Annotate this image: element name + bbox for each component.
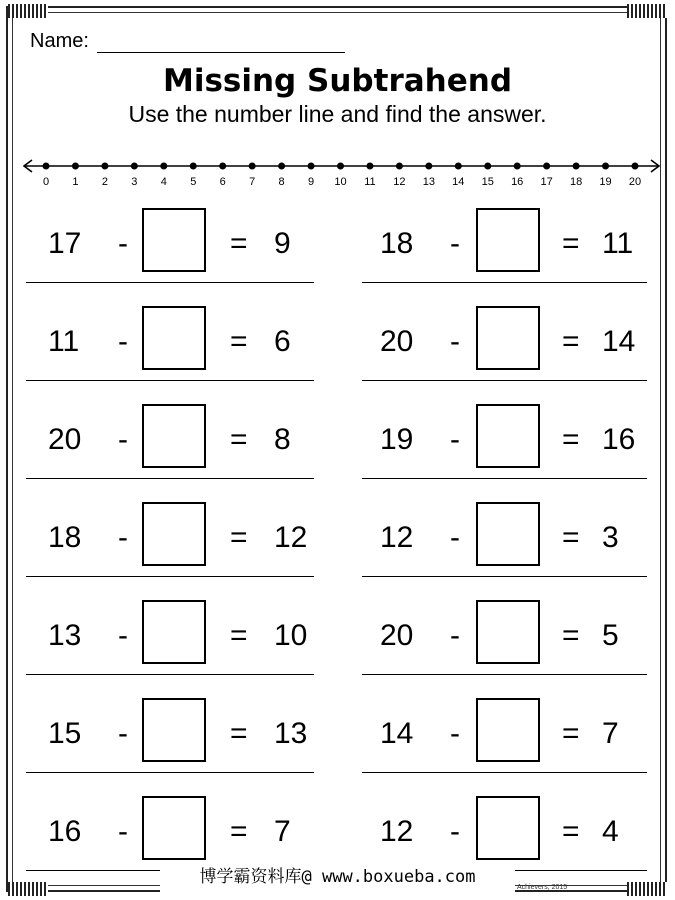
minus-sign: - (450, 521, 460, 554)
number-line-label: 15 (481, 176, 494, 188)
difference: 8 (274, 423, 291, 456)
number-line-label: 7 (249, 176, 256, 188)
number-line-point (602, 163, 609, 170)
answer-box[interactable] (142, 502, 206, 566)
equals-sign: = (230, 423, 248, 456)
number-line-point (131, 163, 138, 170)
number-line-point (72, 163, 79, 170)
row-divider (362, 282, 647, 283)
number-line-point (160, 163, 167, 170)
row-divider (362, 380, 647, 381)
number-line-label: 13 (422, 176, 435, 188)
difference: 6 (274, 325, 291, 358)
minus-sign: - (450, 815, 460, 848)
minuend: 20 (380, 325, 414, 358)
number-line-point (219, 163, 226, 170)
number-line-label: 14 (452, 176, 465, 188)
difference: 11 (602, 227, 634, 260)
number-line-label: 6 (219, 176, 226, 188)
equals-sign: = (230, 815, 248, 848)
answer-box[interactable] (142, 796, 206, 860)
row-divider (362, 576, 647, 577)
difference: 10 (274, 619, 308, 652)
answer-box[interactable] (142, 698, 206, 762)
problem-row (362, 202, 647, 300)
problem-row (362, 496, 647, 594)
difference: 12 (274, 521, 308, 554)
number-line-label: 9 (307, 176, 315, 188)
number-line-label: 17 (540, 176, 553, 188)
minus-sign: - (118, 619, 128, 652)
number-line-label: 16 (511, 176, 524, 188)
answer-box[interactable] (476, 502, 540, 566)
problem-row (362, 398, 647, 496)
copyright-text: Achievers, 2015 (517, 884, 568, 891)
number-line-label: 20 (628, 176, 642, 188)
row-divider (26, 380, 314, 381)
answer-box[interactable] (476, 208, 540, 272)
minus-sign: - (450, 423, 460, 456)
number-line-label: 5 (190, 176, 197, 188)
answer-box[interactable] (476, 404, 540, 468)
answer-box[interactable] (142, 600, 206, 664)
difference: 9 (274, 227, 291, 260)
minuend: 11 (48, 325, 80, 358)
problem-row (362, 692, 647, 790)
minuend: 18 (48, 521, 82, 554)
problem-row (26, 594, 314, 692)
difference: 3 (602, 521, 619, 554)
problem-row (26, 300, 314, 398)
difference: 14 (602, 325, 636, 358)
number-line-point (484, 163, 491, 170)
worksheet-instructions: Use the number line and find the answer. (128, 101, 547, 127)
equals-sign: = (562, 619, 580, 652)
difference: 16 (602, 423, 636, 456)
answer-box[interactable] (476, 306, 540, 370)
equals-sign: = (562, 815, 580, 848)
minuend: 19 (380, 423, 414, 456)
name-field[interactable] (97, 30, 345, 53)
number-line-point (43, 163, 50, 170)
minus-sign: - (450, 717, 460, 750)
equals-sign: = (562, 325, 580, 358)
number-line-point (190, 163, 197, 170)
minuend: 14 (380, 717, 414, 750)
number-line-label: 2 (101, 176, 108, 188)
row-divider (26, 772, 314, 773)
minuend: 17 (48, 227, 82, 260)
minuend: 12 (380, 815, 414, 848)
minus-sign: - (450, 619, 460, 652)
name-label: Name: (30, 30, 89, 52)
minus-sign: - (118, 717, 128, 750)
equals-sign: = (562, 521, 580, 554)
number-line-point (632, 163, 639, 170)
number-line-point (573, 163, 580, 170)
number-line-point (308, 163, 315, 170)
minus-sign: - (118, 423, 128, 456)
number-line (20, 154, 665, 194)
minus-sign: - (118, 227, 128, 260)
minus-sign: - (118, 815, 128, 848)
equals-sign: = (230, 717, 248, 750)
row-divider (26, 478, 314, 479)
row-divider (362, 478, 647, 479)
minuend: 15 (48, 717, 82, 750)
answer-box[interactable] (142, 404, 206, 468)
minus-sign: - (118, 325, 128, 358)
answer-box[interactable] (476, 698, 540, 762)
equals-sign: = (230, 325, 248, 358)
number-line-label: 19 (599, 176, 612, 188)
problem-row (26, 692, 314, 790)
number-line-label: 12 (393, 176, 406, 188)
equals-sign: = (562, 227, 580, 260)
equals-sign: = (230, 521, 248, 554)
number-line-point (455, 163, 462, 170)
number-line-label: 10 (334, 176, 347, 188)
row-divider (26, 674, 314, 675)
number-line-point (101, 163, 108, 170)
answer-box[interactable] (476, 600, 540, 664)
number-line-label: 3 (131, 176, 138, 188)
problem-row (26, 496, 314, 594)
equals-sign: = (562, 717, 580, 750)
minuend: 20 (380, 619, 414, 652)
number-line-point (543, 163, 550, 170)
equals-sign: = (230, 619, 248, 652)
number-line-point (337, 163, 344, 170)
answer-box[interactable] (142, 208, 206, 272)
minuend: 20 (48, 423, 82, 456)
number-line-label: 0 (42, 176, 50, 188)
number-line-point (425, 163, 432, 170)
row-divider (362, 674, 647, 675)
answer-box[interactable] (142, 306, 206, 370)
number-line-label: 1 (72, 176, 79, 188)
problem-row (362, 594, 647, 692)
number-line-label: 4 (160, 176, 167, 188)
row-divider (362, 772, 647, 773)
number-line-label: 11 (364, 176, 376, 188)
equals-sign: = (230, 227, 248, 260)
number-line-point (278, 163, 285, 170)
worksheet-title: Missing Subtrahend (162, 63, 513, 99)
row-divider (26, 282, 314, 283)
border-corner-decoration (627, 4, 667, 18)
minus-sign: - (450, 227, 460, 260)
number-line-point (366, 163, 373, 170)
minuend: 13 (48, 619, 82, 652)
number-line-point (396, 163, 403, 170)
number-line-label: 8 (278, 176, 285, 188)
minuend: 16 (48, 815, 82, 848)
minuend: 18 (380, 227, 414, 260)
minuend: 12 (380, 521, 414, 554)
difference: 4 (602, 815, 619, 848)
difference: 7 (274, 815, 291, 848)
number-line-label: 18 (569, 176, 583, 188)
equals-sign: = (562, 423, 580, 456)
watermark: 博学霸资料库@ www.boxueba.com (160, 862, 515, 892)
problem-row (26, 398, 314, 496)
problem-row (26, 202, 314, 300)
number-line-point (249, 163, 256, 170)
row-divider (26, 576, 314, 577)
number-line-point (514, 163, 521, 170)
problem-row (362, 300, 647, 398)
difference: 7 (602, 717, 619, 750)
minus-sign: - (118, 521, 128, 554)
border-corner-decoration (8, 4, 48, 18)
minus-sign: - (450, 325, 460, 358)
name-row (30, 30, 345, 53)
difference: 5 (602, 619, 619, 652)
answer-box[interactable] (476, 796, 540, 860)
difference: 13 (274, 717, 308, 750)
